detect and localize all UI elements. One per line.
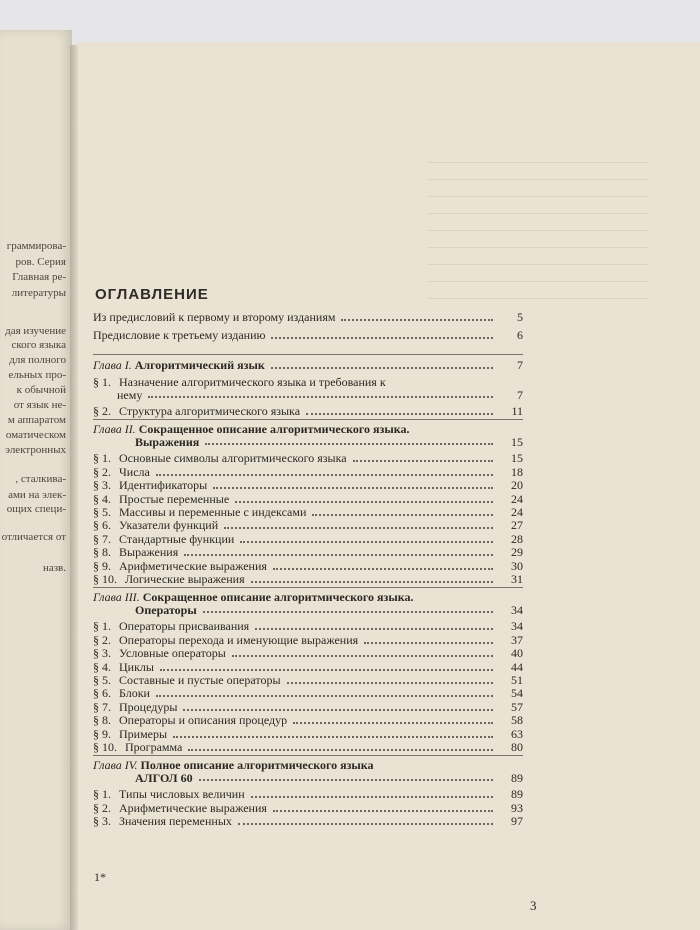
entry-label: Числа	[119, 464, 150, 479]
entry-page: 58	[511, 713, 523, 728]
toc-entry	[93, 404, 523, 419]
entry-page: 97	[511, 814, 523, 829]
entry-page: 44	[511, 659, 523, 674]
entry-label: Указатели функций	[119, 518, 219, 533]
entry-line	[93, 772, 523, 785]
leader-dots	[251, 581, 493, 583]
toc-entry	[93, 310, 523, 325]
entry-label: Логические выражения	[125, 572, 245, 586]
leader-dots	[271, 337, 493, 339]
entry-label: Составные и пустые операторы	[119, 673, 281, 687]
leader-dots	[273, 568, 493, 570]
entry-label: Массивы и переменные с индексами	[119, 505, 307, 519]
entry-page: 6	[517, 328, 523, 342]
leader-dots	[199, 779, 493, 781]
chapter-number: Глава IV.	[93, 758, 138, 773]
entry-page: 5	[517, 310, 523, 324]
section-sign: § 3.	[93, 814, 111, 829]
entry-label: Условные операторы	[119, 646, 226, 661]
entry-label: Значения переменных	[119, 814, 232, 829]
entry-label: Структура алгоритмического языка	[119, 404, 301, 418]
entry-page: 27	[511, 518, 523, 533]
entry-title	[93, 404, 300, 419]
left-page-text-fragment: дая изучение	[5, 325, 66, 337]
leader-dots	[255, 628, 493, 630]
entry-label: Стандартные функции	[119, 531, 235, 546]
section-sign: § 2.	[93, 464, 111, 479]
entry-page: 20	[511, 478, 523, 493]
entry-label-cont: АЛГОЛ 60	[135, 771, 193, 786]
chapter-name: Полное описание алгоритмического языка	[140, 758, 374, 773]
entry-page: 37	[511, 632, 523, 647]
entry-page: 34	[511, 603, 523, 618]
entry-line	[93, 376, 523, 389]
chapter-number: Глава I.	[93, 358, 132, 372]
left-page-text-fragment: ского языка	[11, 339, 66, 351]
left-page-text-fragment: литературы	[11, 287, 66, 299]
section-sign: § 2.	[93, 800, 111, 815]
entry-page: 89	[511, 771, 523, 786]
entry-page: 29	[511, 545, 523, 560]
leader-dots	[156, 474, 493, 476]
section-sign: § 6.	[93, 686, 111, 701]
section-sign: § 3.	[93, 478, 111, 493]
entry-label: Циклы	[119, 659, 154, 674]
entry-page: 40	[511, 646, 523, 661]
entry-page: 18	[511, 464, 523, 479]
chapter-number: Глава II.	[93, 422, 136, 437]
entry-page: 15	[511, 451, 523, 466]
leader-dots	[203, 611, 493, 613]
chapter-name: Сокращенное описание алгоритмического языка.	[138, 422, 410, 437]
entry-page: 51	[511, 673, 523, 687]
toc-entry	[93, 376, 523, 402]
entry-title	[93, 358, 265, 373]
entry-page: 89	[511, 787, 523, 802]
entry-page: 54	[511, 686, 523, 701]
toc-chapter	[93, 591, 523, 617]
leader-dots	[156, 695, 493, 697]
entry-page: 63	[511, 726, 523, 741]
left-page-text-fragment: ров. Серия	[15, 256, 66, 268]
entry-label: Назначение алгоритмического языка и требования к	[119, 375, 386, 389]
leader-dots	[224, 527, 493, 529]
left-page-text-fragment: от язык не-	[13, 399, 66, 411]
entry-label: Предисловие к третьему изданию	[93, 328, 266, 342]
left-page-text-fragment: граммирова-	[6, 240, 66, 252]
section-sign: § 2.	[93, 404, 111, 418]
section-sign: § 5.	[93, 505, 111, 519]
section-sign: § 8.	[93, 713, 111, 728]
leader-dots	[160, 669, 493, 671]
entry-title	[93, 814, 232, 829]
section-sign: § 1.	[93, 619, 111, 634]
leader-dots	[148, 396, 493, 398]
entry-page: 93	[511, 800, 523, 815]
entry-page: 7	[517, 388, 523, 402]
entry-label: Операторы присваивания	[119, 619, 250, 634]
section-sign: § 9.	[93, 558, 111, 573]
leader-dots	[293, 722, 493, 724]
left-page-text-fragment: ощих специ-	[6, 503, 66, 515]
entry-label: Процедуры	[119, 699, 178, 714]
signature-mark: 1*	[94, 870, 106, 884]
entry-label: Простые переменные	[119, 491, 230, 506]
chapter-name: Алгоритмический язык	[134, 358, 265, 372]
section-sign: § 8.	[93, 545, 111, 560]
leader-dots	[238, 823, 493, 825]
left-page-text-fragment: назв.	[42, 562, 66, 574]
toc-entry	[93, 814, 523, 829]
leader-dots	[251, 796, 493, 798]
leader-dots	[188, 749, 493, 751]
leader-dots	[353, 460, 493, 462]
section-sign: § 4.	[93, 491, 111, 506]
toc-entry	[93, 740, 523, 755]
leader-dots	[312, 514, 493, 516]
section-sign: § 10.	[93, 572, 117, 586]
leader-dots	[213, 487, 493, 489]
section-sign: § 1.	[93, 787, 111, 802]
chapter-name: Сокращенное описание алгоритмического языка.	[142, 590, 414, 605]
entry-page: 15	[511, 435, 523, 450]
entry-label-cont: Выражения	[135, 435, 200, 450]
leader-dots	[273, 810, 493, 812]
left-page-text-fragment: электронных	[5, 444, 66, 456]
left-page-text-fragment: к обычной	[16, 384, 66, 396]
entry-page: 31	[511, 572, 523, 586]
left-page-text-fragment: ами на элек-	[8, 489, 66, 501]
leader-dots	[271, 367, 493, 369]
section-sign: § 4.	[93, 659, 111, 674]
leader-dots	[240, 541, 493, 543]
entry-line	[93, 389, 523, 402]
leader-dots	[232, 655, 493, 657]
entry-title	[93, 740, 182, 755]
leader-dots	[235, 501, 493, 503]
entry-title	[93, 310, 335, 325]
entry-line	[93, 436, 523, 449]
entry-line	[93, 604, 523, 617]
leader-dots	[173, 736, 493, 738]
section-sign: § 1.	[93, 451, 111, 466]
toc-entry	[93, 572, 523, 587]
left-page-text-fragment: м аппаратом	[7, 414, 66, 426]
leader-dots	[183, 709, 493, 711]
left-page-text-fragment: ельных про-	[8, 369, 66, 381]
leader-dots	[205, 443, 493, 445]
entry-label: Из предисловий к первому и второму изданиям	[93, 310, 336, 324]
entry-page: 80	[511, 740, 523, 754]
show-through-text	[428, 162, 648, 302]
section-sign: § 9.	[93, 726, 111, 741]
section-rule	[93, 755, 523, 756]
toc-entry	[93, 328, 523, 343]
entry-page: 11	[511, 404, 523, 418]
toc-title: ОГЛАВЛЕНИЕ	[95, 286, 209, 303]
entry-page: 7	[517, 358, 523, 372]
entry-label: Операторы и описания процедур	[119, 713, 288, 728]
entry-label: Выражения	[119, 545, 179, 560]
entry-label: Блоки	[119, 686, 150, 701]
entry-page: 24	[511, 505, 523, 519]
section-rule	[93, 587, 523, 588]
entry-title	[93, 572, 245, 587]
chapter-number: Глава III.	[93, 590, 140, 605]
left-page-text-fragment: , сталкива-	[15, 473, 66, 485]
entry-label: Типы числовых величин	[119, 787, 245, 802]
section-sign: § 2.	[93, 632, 111, 647]
section-sign: § 1.	[93, 375, 111, 389]
page-number: 3	[530, 898, 537, 913]
section-sign: § 5.	[93, 673, 111, 687]
entry-label: Программа	[125, 740, 183, 754]
toc-chapter	[93, 358, 523, 373]
entry-label: Примеры	[119, 726, 168, 741]
entry-label-cont: нему	[117, 388, 143, 402]
leader-dots	[341, 319, 493, 321]
left-page-text-fragment: для полного	[9, 354, 66, 366]
left-page-text-fragment: отличается от	[1, 531, 66, 543]
section-sign: § 7.	[93, 699, 111, 714]
leader-dots	[184, 554, 493, 556]
leader-dots	[364, 642, 493, 644]
toc-chapter	[93, 759, 523, 785]
entry-label: Арифметические выражения	[119, 558, 267, 573]
toc-chapter	[93, 423, 523, 449]
entry-page: 34	[511, 619, 523, 634]
entry-page: 28	[511, 531, 523, 546]
section-sign: § 6.	[93, 518, 111, 533]
leader-dots	[287, 682, 493, 684]
section-sign: § 10.	[93, 740, 117, 754]
left-page-text-fragment: оматическом	[5, 429, 66, 441]
entry-label-cont: Операторы	[135, 603, 197, 618]
section-rule	[93, 419, 523, 420]
entry-label: Операторы перехода и именующие выражения	[119, 632, 359, 647]
entry-label: Арифметические выражения	[119, 800, 267, 815]
entry-page: 24	[511, 491, 523, 506]
entry-title	[93, 328, 265, 343]
leader-dots	[306, 413, 493, 415]
left-page	[0, 30, 72, 930]
entry-page: 57	[511, 699, 523, 714]
entry-label: Идентификаторы	[119, 478, 208, 493]
section-sign: § 7.	[93, 531, 111, 546]
section-sign: § 3.	[93, 646, 111, 661]
section-rule	[93, 354, 523, 355]
entry-page: 30	[511, 558, 523, 573]
entry-label: Основные символы алгоритмического языка	[119, 451, 347, 466]
left-page-text-fragment: Главная ре-	[12, 271, 66, 283]
